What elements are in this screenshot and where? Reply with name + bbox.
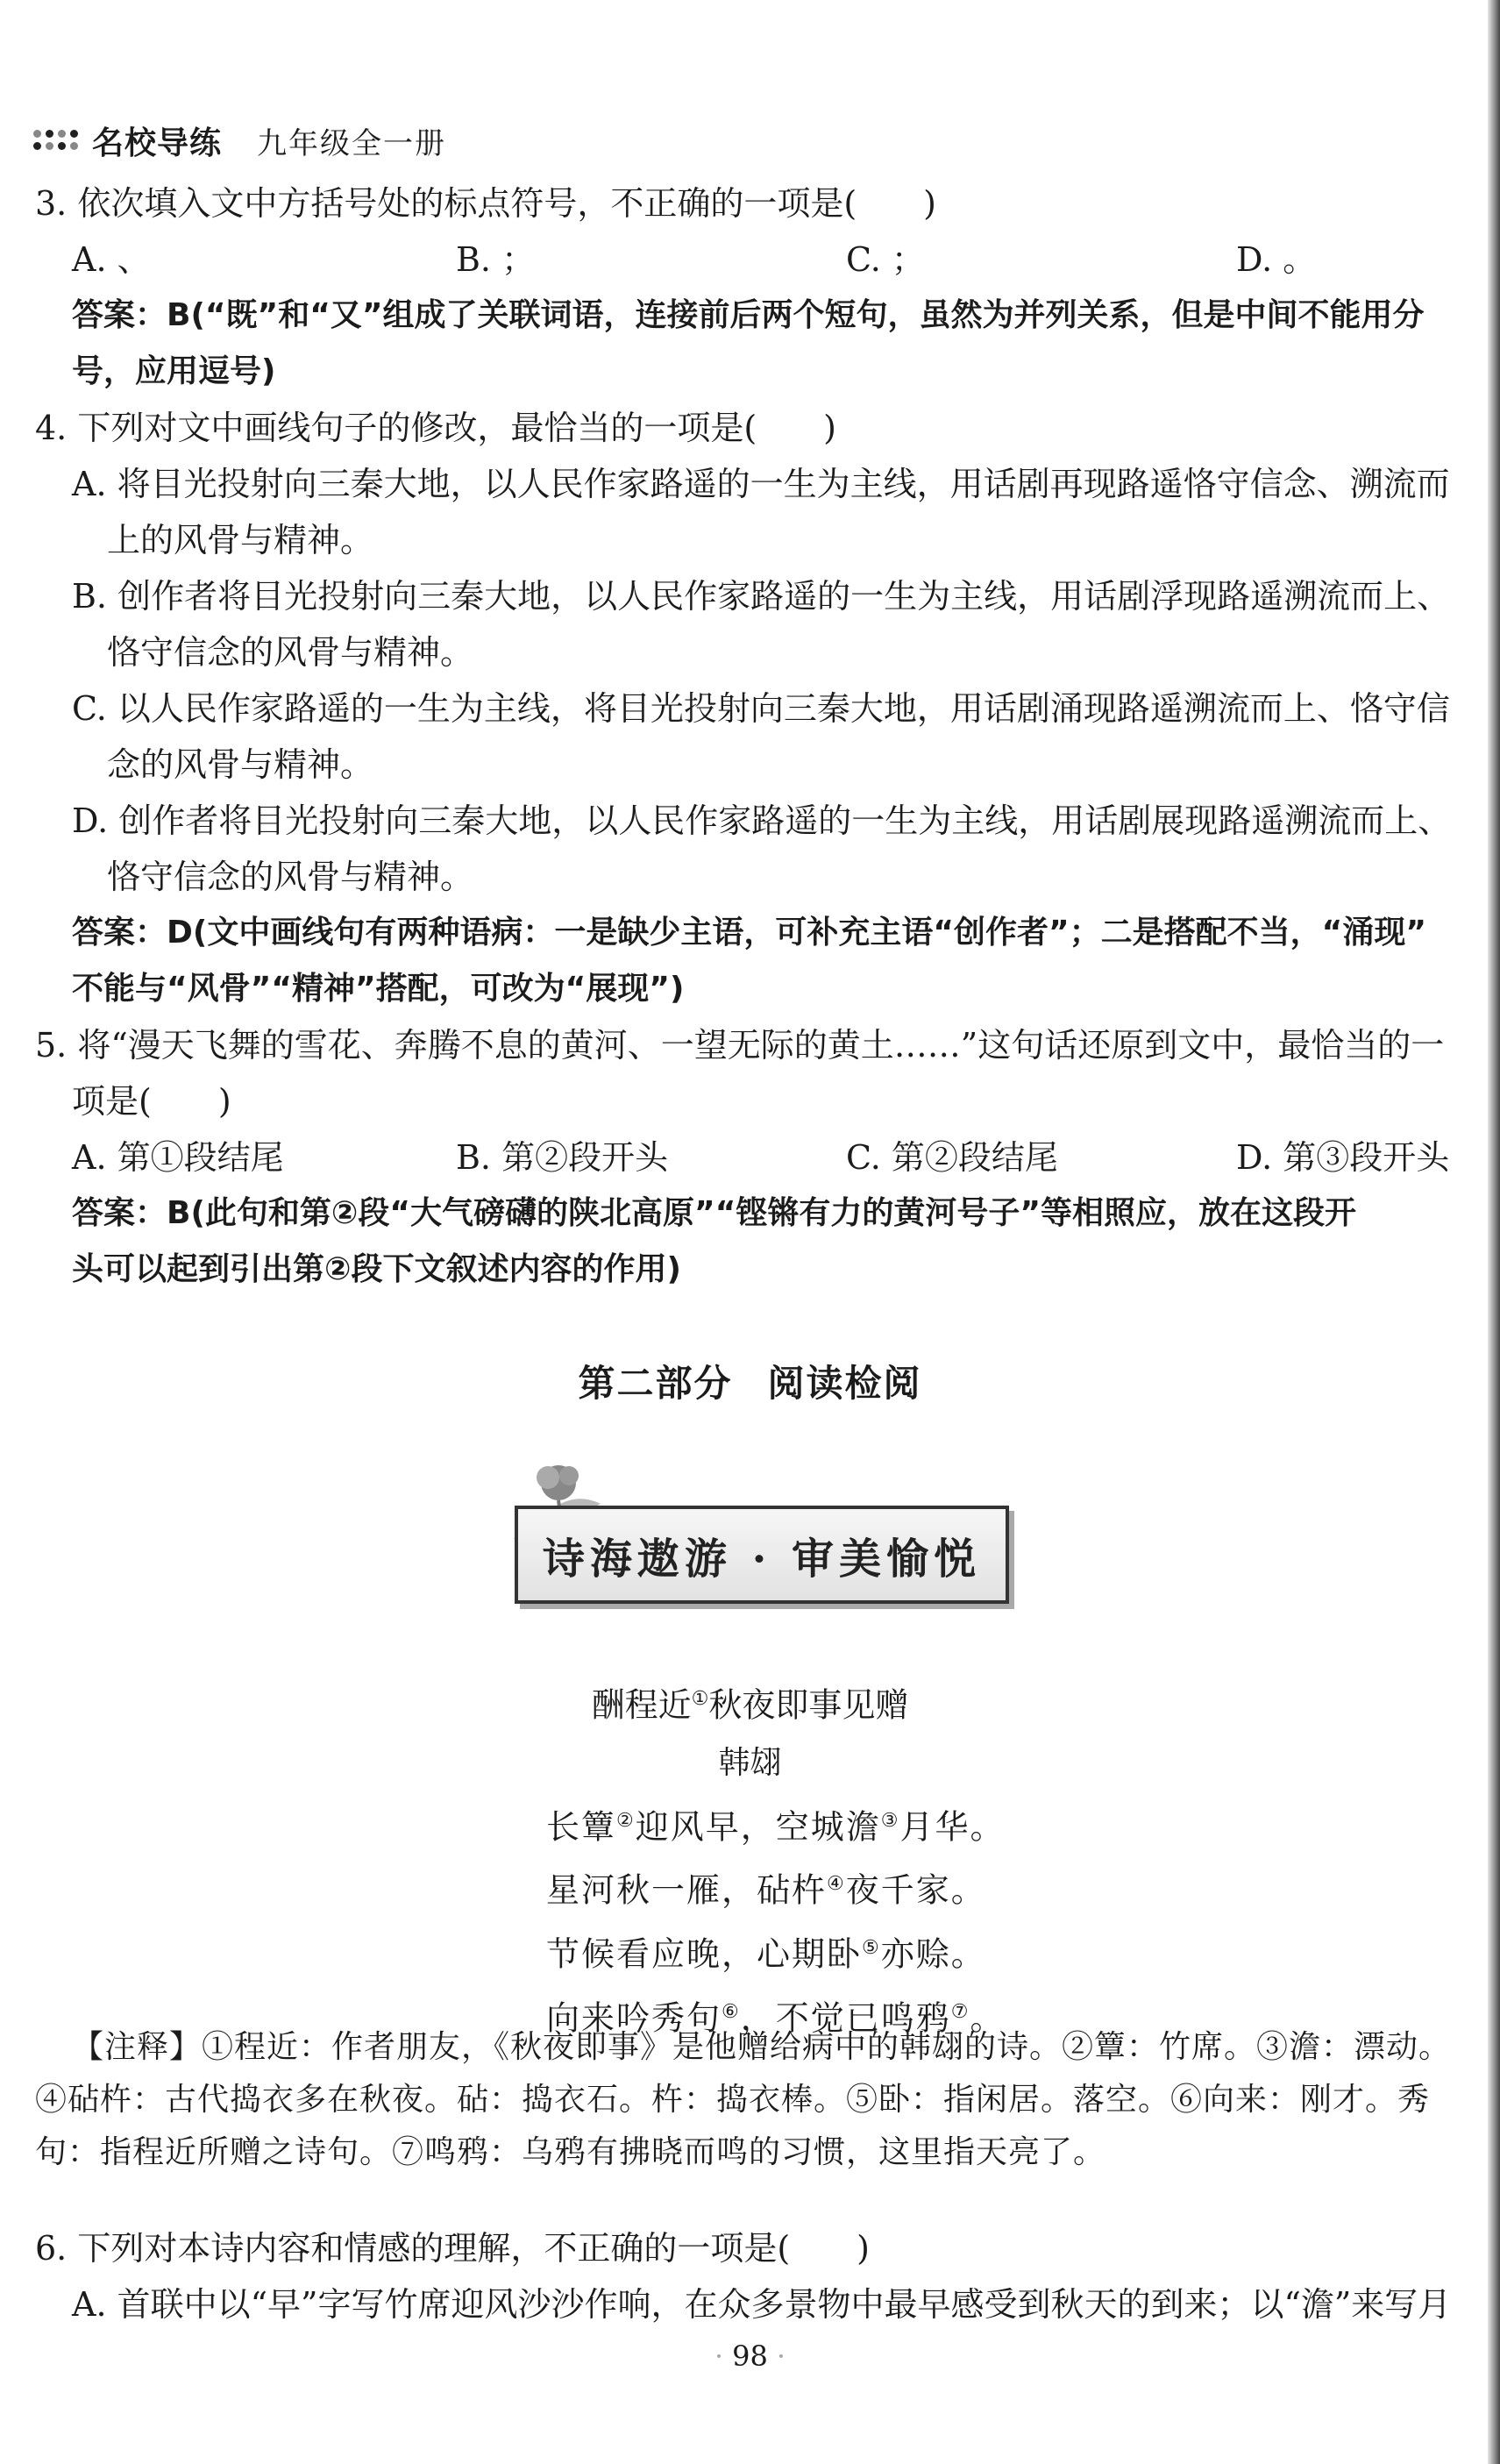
q3-option-b: B. ；	[456, 240, 536, 279]
q3-stem: 3. 依次填入文中方括号处的标点符号，不正确的一项是( )	[35, 184, 936, 223]
banner-text: 诗海遨游 · 审美愉悦	[542, 1534, 982, 1584]
page-number: · 98 ·	[0, 2339, 1500, 2373]
notes-line2: ④砧杵：古代捣衣多在秋夜。砧：捣衣石。杵：捣衣棒。⑤卧：指闲居。落空。⑥向来：刚才。秀	[35, 2082, 1431, 2118]
q4-option-a-line2: 上的风骨与精神。	[107, 521, 374, 559]
q4-option-b-line1: B. 创作者将目光投射向三秦大地，以人民作家路遥的一生为主线，用话剧浮现路遥溯流而上、	[72, 577, 1451, 616]
q5-option-d: D. 第③段开头	[1236, 1138, 1450, 1177]
section-name: 阅读检阅	[767, 1362, 922, 1405]
question-6	[35, 2220, 1490, 2332]
poem-notes	[35, 2021, 1490, 2179]
q5-stem-line1: 5. 将“漫天飞舞的雪花、奔腾不息的黄河、一望无际的黄土……”这句话还原到文中，最恰当的一	[35, 1026, 1445, 1065]
grade-label: 九年级全一册	[257, 125, 447, 161]
q4-option-b-line2: 恪守信念的风骨与精神。	[107, 633, 474, 672]
q3-answer-line1: 答案：B(“既”和“又”组成了关联词语，连接前后两个短句，虽然为并列关系，但是中间不能用分	[72, 297, 1425, 333]
poem-line: 向来吟秀句⑥，不觉已鸣鸦⑦。	[546, 1998, 1006, 2038]
q4-option-d-line2: 恪守信念的风骨与精神。	[107, 858, 474, 896]
poem-line: 长簟②迎风早，空城澹③月华。	[546, 1807, 1006, 1847]
poem	[0, 1670, 1500, 2047]
q4-answer-line2: 不能与“风骨”“精神”搭配，可改为“展现”)	[72, 971, 685, 1007]
q4-option-c-line1: C. 以人民作家路遥的一生为主线，将目光投射向三秦大地，用话剧涌现路遥溯流而上、恪守信	[72, 689, 1450, 728]
brand-title: 名校导练	[92, 125, 223, 161]
notes-line1: 【注释】①程近：作者朋友，《秋夜即事》是他赠给病中的韩翃的诗。②簟：竹席。③澹：漂动。	[72, 2029, 1452, 2065]
poem-line: 星河秋一雁，砧杵④夜千家。	[546, 1870, 986, 1910]
q5-options	[35, 1129, 1490, 1186]
section-part: 第二部分	[578, 1362, 733, 1405]
q3-answer-line2: 号，应用逗号)	[72, 353, 276, 389]
q5-answer-line1: 答案：B(此句和第②段“大气磅礴的陕北高原”“铿锵有力的黄河号子”等相照应，放在这段开	[72, 1195, 1357, 1231]
q4-option-d-line1: D. 创作者将目光投射向三秦大地，以人民作家路遥的一生为主线，用话剧展现路遥溯流而上、	[72, 801, 1452, 840]
poem-title: 酬程近①秋夜即事见赠	[591, 1685, 909, 1725]
section-banner	[504, 1451, 1013, 1609]
q5-option-a: A. 第①段结尾	[72, 1138, 284, 1177]
q4-option-c-line2: 念的风骨与精神。	[107, 745, 374, 784]
q3-option-a: A. 、	[72, 240, 151, 279]
q5-option-b: B. 第②段开头	[456, 1138, 669, 1177]
q6-stem: 6. 下列对本诗内容和情感的理解，不正确的一项是( )	[35, 2229, 870, 2268]
q5-option-c: C. 第②段结尾	[846, 1138, 1058, 1177]
header-dots-icon	[33, 130, 80, 152]
q4-option-a-line1: A. 将目光投射向三秦大地，以人民作家路遥的一生为主线，用话剧再现路遥恪守信念、溯流而	[72, 465, 1450, 503]
notes-line3: 句：指程近所赠之诗句。⑦鸣鸦：乌鸦有拂晓而鸣的习惯，这里指天亮了。	[35, 2134, 1106, 2170]
banner-box	[515, 1506, 1009, 1604]
q3-option-c: C. ；	[846, 240, 925, 279]
poem-author: 韩翃	[718, 1744, 782, 1781]
q5-stem-line2: 项是( )	[72, 1082, 231, 1121]
q4-answer-line1: 答案：D(文中画线句有两种语病：一是缺少主语，可补充主语“创作者”；二是搭配不当，“涌现”	[72, 915, 1426, 951]
q5-answer-line2: 头可以起到引出第②段下文叙述内容的作用)	[72, 1251, 681, 1287]
q3-option-d: D. 。	[1236, 240, 1317, 279]
page-header	[33, 112, 446, 168]
q4-stem: 4. 下列对文中画线句子的修改，最恰当的一项是( )	[35, 409, 836, 447]
section-title	[0, 1355, 1500, 1407]
q6-option-a-line1: A. 首联中以“早”字写竹席迎风沙沙作响，在众多景物中最早感受到秋天的到来；以“澹”来写月	[72, 2285, 1452, 2324]
questions-3-5	[35, 175, 1490, 1298]
poem-line: 节候看应晚，心期卧⑤亦赊。	[546, 1934, 986, 1974]
q3-options	[35, 231, 1490, 288]
